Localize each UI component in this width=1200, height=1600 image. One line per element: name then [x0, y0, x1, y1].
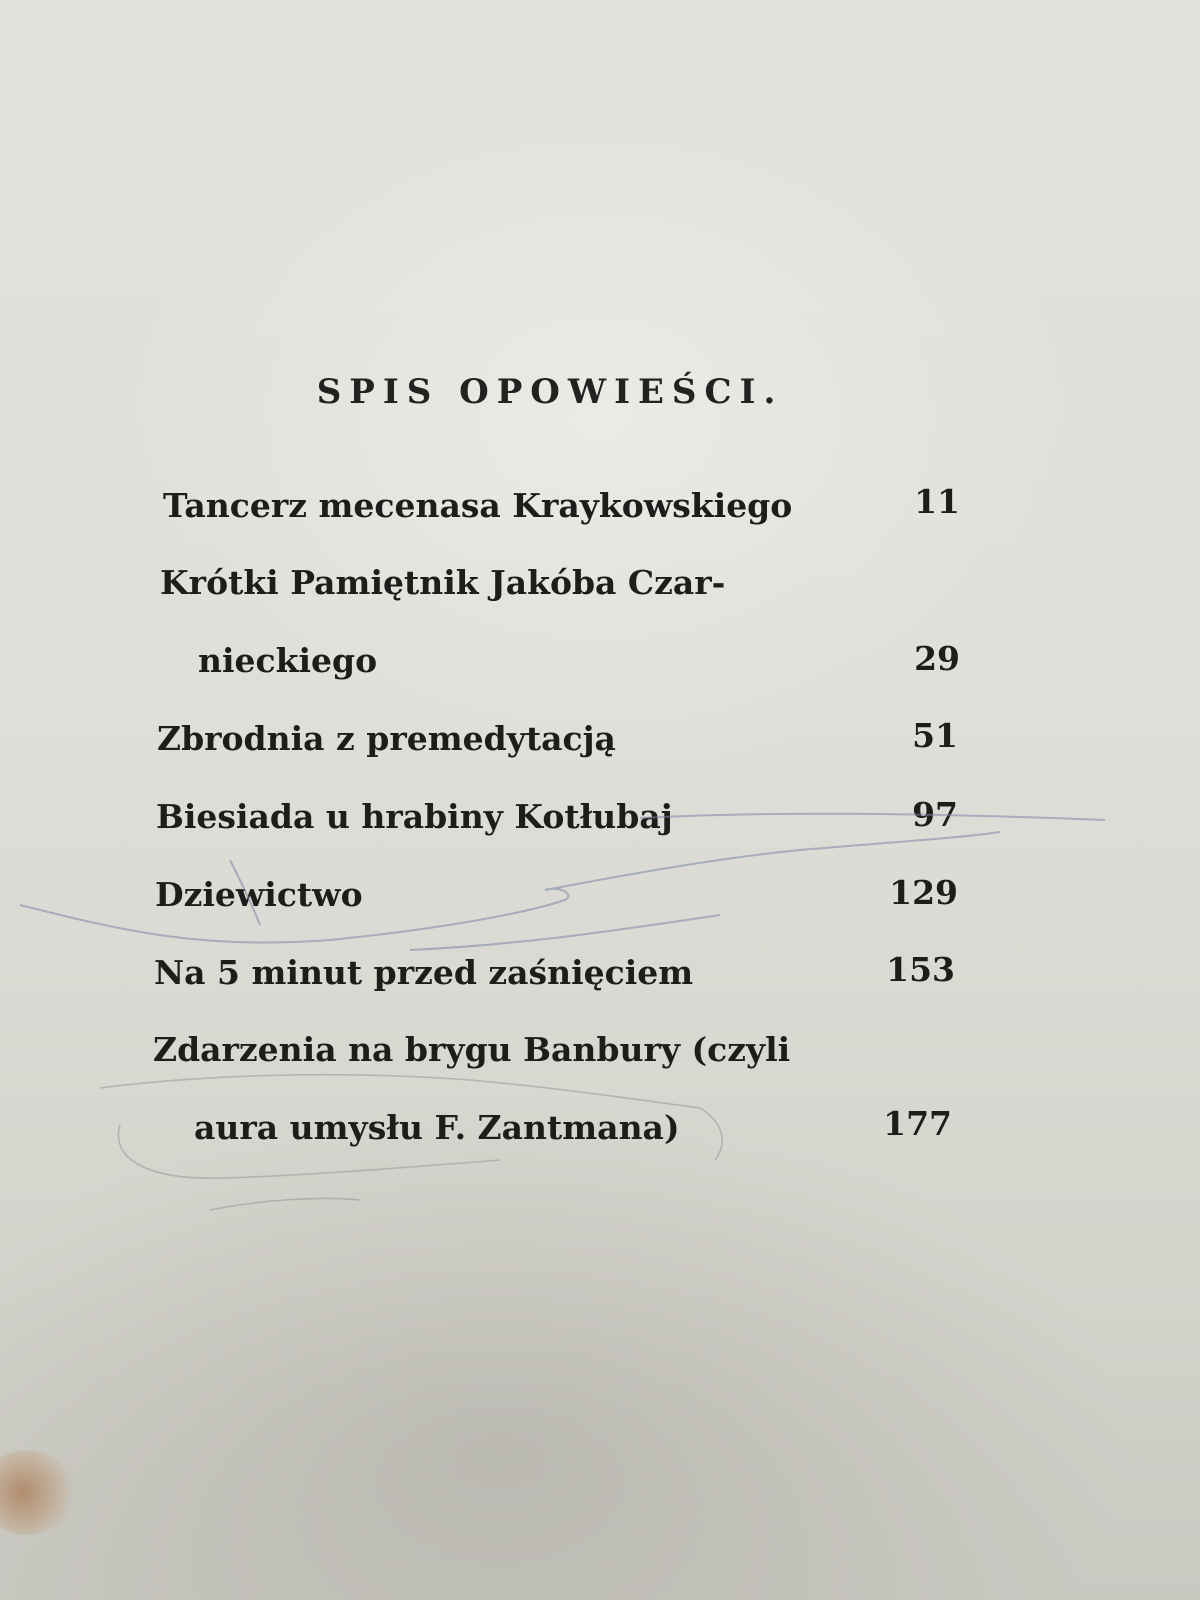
toc-entry-title: Zbrodnia z premedytacją — [157, 719, 616, 758]
toc-entry-title-continuation: aura umysłu F. Zantmana) — [194, 1108, 680, 1147]
toc-entry-page: 11 — [914, 482, 960, 521]
page-stain — [0, 1450, 75, 1535]
toc-entry-page: 97 — [912, 795, 958, 834]
toc-entry-page: 153 — [886, 950, 955, 989]
toc-entry-title: Dziewictwo — [155, 875, 363, 914]
toc-heading: SPIS OPOWIEŚCI. — [316, 372, 784, 412]
toc-entry-page: 29 — [914, 639, 960, 678]
toc-entry-title: Na 5 minut przed zaśnięciem — [154, 953, 694, 992]
toc-entry-title: Zdarzenia na brygu Banbury (czyli — [153, 1030, 791, 1069]
toc-entry-page: 177 — [883, 1104, 952, 1143]
toc-entry-page: 129 — [889, 873, 958, 912]
toc-entry-title: Krótki Pamiętnik Jakóba Czar- — [160, 563, 726, 602]
toc-entry-title: Tancerz mecenasa Kraykowskiego — [163, 486, 793, 525]
toc-entry-page: 51 — [912, 716, 958, 755]
toc-entry-title: Biesiada u hrabiny Kotłubaj — [156, 797, 673, 836]
toc-entry-title-continuation: nieckiego — [198, 641, 378, 680]
